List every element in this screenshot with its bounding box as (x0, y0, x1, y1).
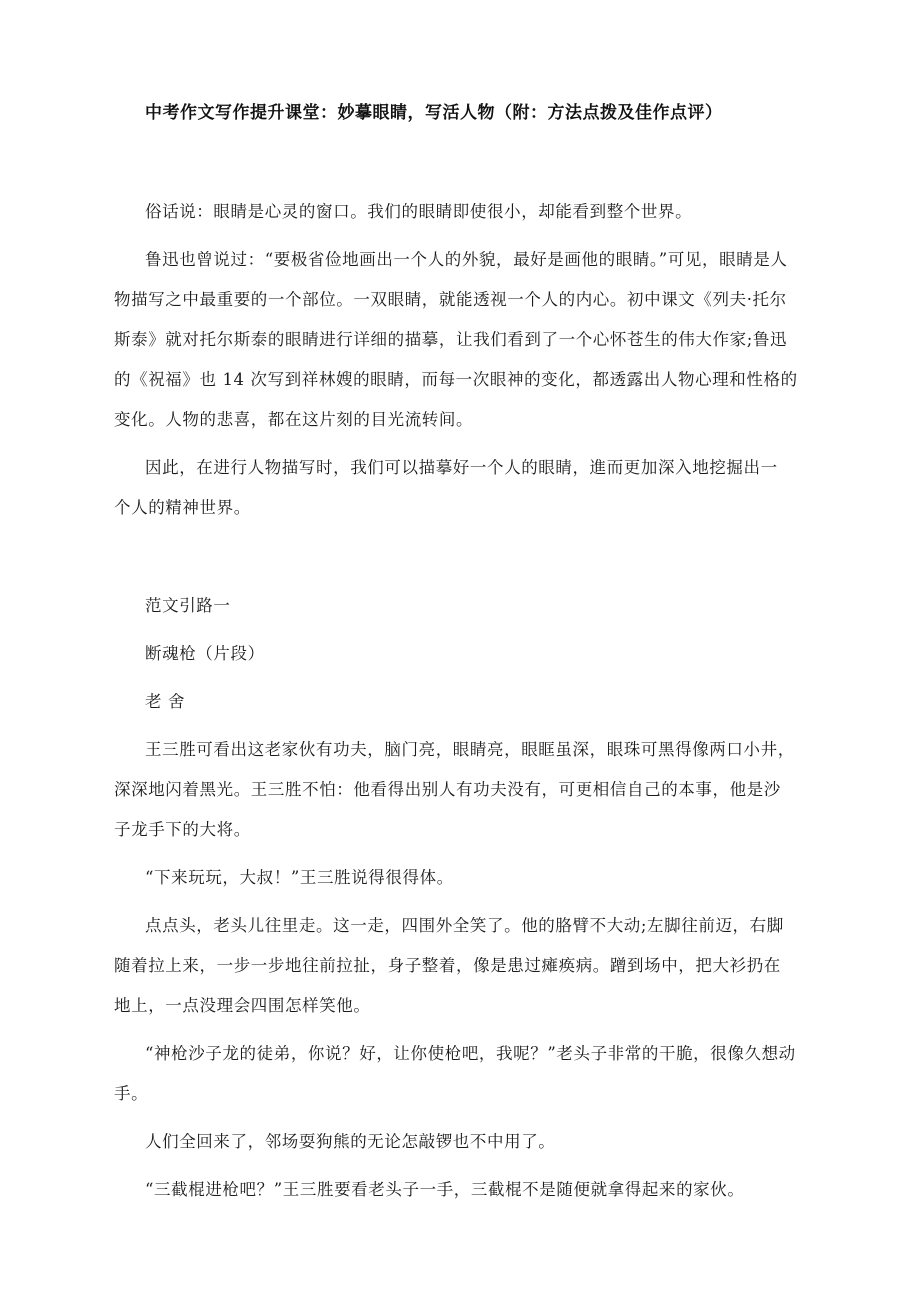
intro-paragraph: 俗话说：眼睛是心灵的窗口。我们的眼睛即使很小，却能看到整个世界。 (145, 202, 693, 221)
luxun-paragraph-line-3: 斯泰》就对托尔斯泰的眼睛进行详细的描摹，让我们看到了一个心怀苍生的伟大作家;鲁迅 (114, 330, 788, 349)
conclusion-paragraph-line-1: 因此，在进行人物描写时，我们可以描摹好一个人的眼睛，進而更加深入地挖掘出一 (145, 458, 778, 477)
luxun-paragraph-line-5: 变化。人物的悲喜，都在这片刻的目光流转间。 (114, 410, 474, 429)
story-paragraph-1-line-3: 子龙手下的大将。 (114, 820, 251, 839)
story-paragraph-2: “下来玩玩，大叔！”王三胜说得很得体。 (145, 868, 454, 887)
story-paragraph-4-line-1: “神枪沙子龙的徒弟，你说？好，让你使枪吧，我呢？”老头子非常的干脆，很像久想动 (145, 1044, 796, 1063)
story-paragraph-3-line-1: 点点头，老头儿往里走。这一走，四围外全笑了。他的胳臂不大动;左脚往前迈，右脚 (145, 916, 784, 935)
story-paragraph-6: “三截棍进枪吧？”王三胜要看老头子一手，三截棍不是随便就拿得起来的家伙。 (145, 1180, 745, 1199)
luxun-paragraph-line-2: 物描写之中最重要的一个部位。一双眼睛，就能透视一个人的内心。初中课文《列夫·托尔 (114, 290, 787, 309)
story-paragraph-1-line-2: 深深地闪着黑光。王三胜不怕：他看得出别人有功夫没有，可更相信自己的本事，他是沙 (114, 780, 781, 799)
story-paragraph-4-line-2: 手。 (114, 1084, 149, 1103)
story-paragraph-3-line-2: 随着拉上来，一步一步地往前拉扯，身子整着，像是患过瘫痪病。蹭到场中，把大衫扔在 (114, 956, 781, 975)
conclusion-paragraph-line-2: 个人的精神世界。 (114, 498, 251, 517)
section-heading: 范文引路一 (145, 596, 231, 615)
luxun-paragraph-line-1: 鲁迅也曾说过：“要极省俭地画出一个人的外貌，最好是画他的眼睛。”可见，眼睛是人 (145, 250, 788, 269)
document-title: 中考作文写作提升课堂：妙摹眼睛，写活人物（附：方法点拨及佳作点评） (145, 103, 723, 123)
excerpt-author: 老 舍 (145, 692, 186, 711)
story-paragraph-1-line-1: 王三胜可看出这老家伙有功夫，脑门亮，眼睛亮，眼眶虽深，眼珠可黑得像两口小井， (145, 740, 795, 759)
story-paragraph-5: 人们全回来了，邻场耍狗熊的无论怎敲锣也不中用了。 (145, 1132, 556, 1151)
excerpt-title: 断魂枪（片段） (145, 644, 265, 663)
luxun-paragraph-line-4: 的《祝福》也 14 次写到祥林嫂的眼睛，而每一次眼神的变化，都透露出人物心理和性格的 (114, 370, 798, 389)
story-paragraph-3-line-3: 地上，一点没理会四围怎样笑他。 (114, 996, 371, 1015)
